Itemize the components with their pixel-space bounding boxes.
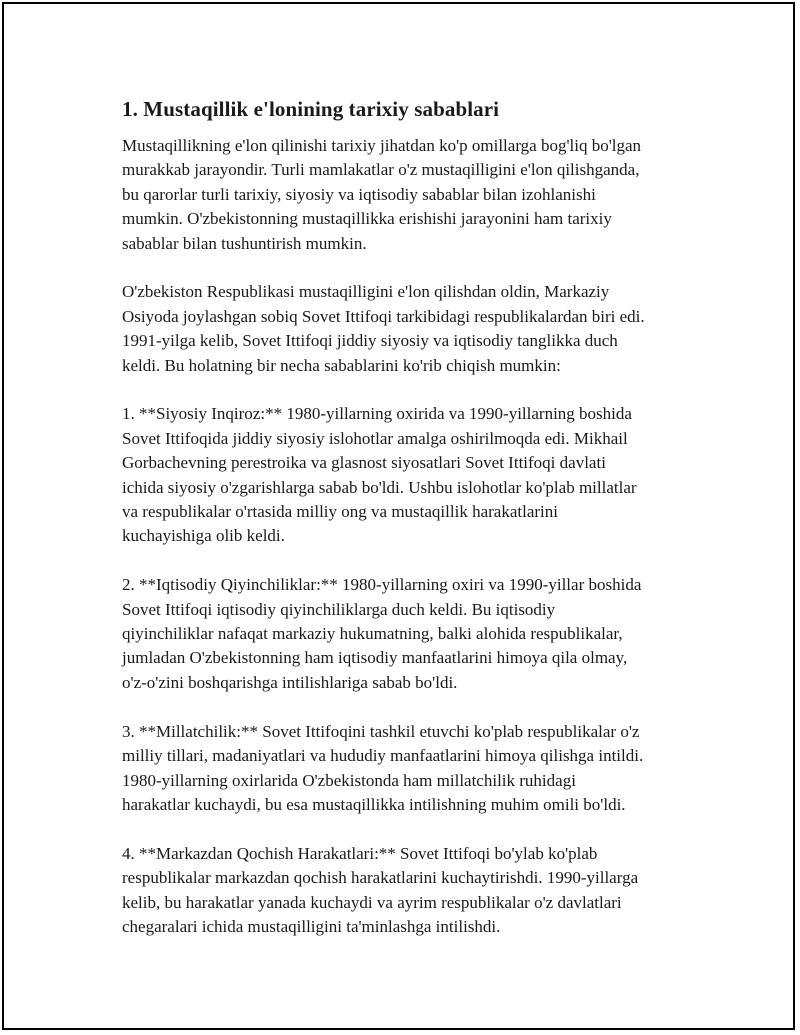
text-line: keldi. Bu holatning bir necha sabablarini ko'rib chiqish mumkin: [122,355,561,375]
paragraph-context [122,280,692,378]
document-body [122,94,692,964]
text-line: kelib, bu harakatlar yanada kuchaydi va ayrim respublikalar o'z davlatlari [122,892,622,912]
text-line: Sovet Ittifoqida jiddiy siyosiy islohotlar amalga oshirilmoqda edi. Mikhail [122,428,628,448]
text-line: 3. **Millatchilik:** Sovet Ittifoqini tashkil etuvchi ko'plab respublikalar o'z [122,721,640,741]
text-line: murakkab jarayondir. Turli mamlakatlar o'z mustaqilligini e'lon qilishganda, [122,160,640,180]
text-line: mumkin. O'zbekistonning mustaqillikka erishishi jarayonini ham tarixiy [122,209,612,229]
text-line: milliy tillari, madaniyatlari va hududiy manfaatlarini himoya qilishga intildi. [122,746,644,766]
document-page [2,2,795,1030]
text-line: qiyinchiliklar nafaqat markaziy hukumatning, balki alohida respublikalar, [122,624,623,644]
text-line: jumladan O'zbekistonning ham iqtisodiy manfaatlarini himoya qila olmay, [122,648,628,668]
text-line: O'zbekiston Respublikasi mustaqilligini e'lon qilishdan oldin, Markaziy [122,282,610,302]
paragraph-reason-4 [122,842,692,940]
text-line: va respublikalar o'rtasida milliy ong va mustaqillik harakatlarini [122,502,558,522]
section-heading: 1. Mustaqillik e'lonining tarixiy sabablari [122,97,500,121]
text-line: ichida siyosiy o'zgarishlarga sabab bo'ldi. Ushbu islohotlar ko'plab millatlar [122,477,637,497]
text-line: Osiyoda joylashgan sobiq Sovet Ittifoqi tarkibidagi respublikalardan biri edi. [122,306,645,326]
text-line: o'z-o'zini boshqarishga intilishlariga sabab bo'ldi. [122,672,458,692]
paragraph-reason-2 [122,573,692,695]
text-line: harakatlar kuchaydi, bu esa mustaqillikka intilishning muhim omili bo'ldi. [122,794,626,814]
text-line: 4. **Markazdan Qochish Harakatlari:** Sovet Ittifoqi bo'ylab ko'plab [122,843,598,863]
text-line: bu qarorlar turli tarixiy, siyosiy va iqtisodiy sabablar bilan izohlanishi [122,184,596,204]
paragraph-reason-1 [122,402,692,548]
paragraph-reason-3 [122,720,692,818]
text-line: Gorbachevning perestroika va glasnost siyosatlari Sovet Ittifoqi davlati [122,453,606,473]
text-line: 1980-yillarning oxirlarida O'zbekistonda ham millatchilik ruhidagi [122,770,576,790]
text-line: Mustaqillikning e'lon qilinishi tarixiy jihatdan ko'p omillarga bog'liq bo'lgan [122,136,642,155]
text-line: 1. **Siyosiy Inqiroz:** 1980-yillarning oxirida va 1990-yillarning boshida [122,404,632,424]
text-line: respublikalar markazdan qochish harakatlarini kuchaytirishdi. 1990-yillarga [122,868,639,888]
text-line: 1991-yilga kelib, Sovet Ittifoqi jiddiy siyosiy va iqtisodiy tanglikka duch [122,331,618,351]
text-line: chegaralari ichida mustaqilligini ta'minlashga intilishdi. [122,916,501,936]
text-line: sabablar bilan tushuntirish mumkin. [122,233,367,253]
paragraph-intro [122,134,692,256]
text-line: 2. **Iqtisodiy Qiyinchiliklar:** 1980-yillarning oxiri va 1990-yillar boshida [122,575,642,595]
text-line: Sovet Ittifoqi iqtisodiy qiyinchiliklarga duch keldi. Bu iqtisodiy [122,599,556,619]
text-line: kuchayishiga olib keldi. [122,526,285,546]
